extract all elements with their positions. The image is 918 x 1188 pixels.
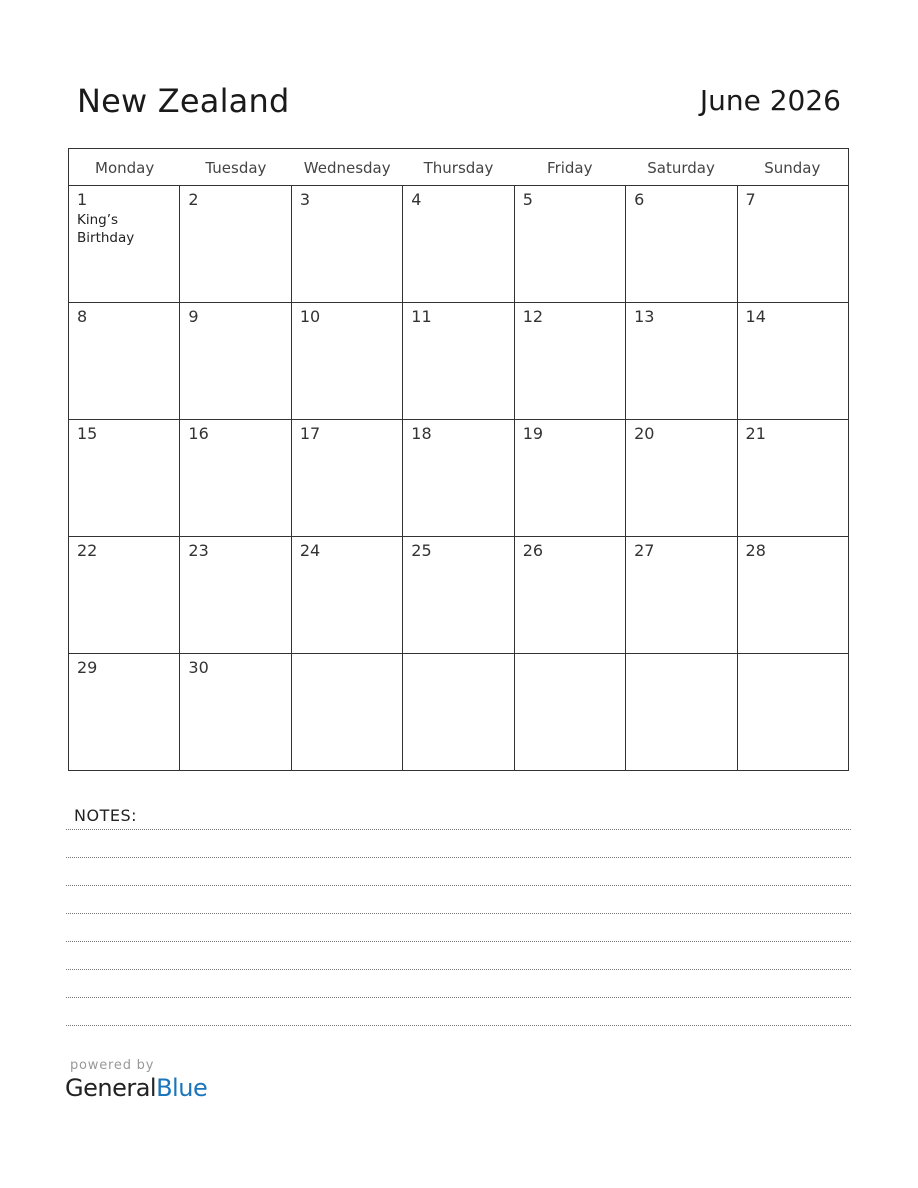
day-number: 5 (522, 190, 533, 209)
day-number: 25 (411, 541, 432, 560)
day-cell (515, 654, 626, 770)
day-cell (626, 186, 737, 302)
weekday-header: Friday (547, 159, 593, 177)
day-cell (515, 420, 626, 536)
day-number: 23 (188, 541, 209, 560)
notes-line (66, 969, 851, 970)
day-cell (292, 186, 403, 302)
notes-line (66, 1025, 851, 1026)
day-number: 19 (522, 424, 544, 443)
day-number: 26 (522, 541, 544, 560)
day-cell (515, 537, 626, 653)
day-cell (403, 654, 514, 770)
day-number: 16 (188, 424, 209, 443)
day-cell (515, 186, 626, 302)
day-cell (738, 537, 848, 653)
calendar-week-row (69, 537, 848, 654)
day-cell (292, 303, 403, 419)
day-number: 10 (299, 307, 321, 326)
calendar-week-row (69, 654, 848, 770)
day-number: 9 (188, 307, 199, 326)
day-number: 24 (299, 541, 321, 560)
day-number: 1 (77, 190, 88, 209)
notes-line (66, 885, 851, 886)
day-cell (180, 420, 291, 536)
day-cell (626, 303, 737, 419)
notes-line (66, 913, 851, 914)
day-number: 29 (77, 658, 98, 677)
calendar-country-title: New Zealand (77, 82, 290, 120)
notes-line (66, 857, 851, 858)
weekday-header: Monday (95, 159, 155, 177)
day-cell (403, 420, 514, 536)
weekday-header: Wednesday (303, 159, 391, 177)
weekday-header-row (69, 149, 848, 186)
day-cell (403, 186, 514, 302)
day-number: 21 (745, 424, 766, 443)
notes-line (66, 941, 851, 942)
day-number: 20 (634, 424, 655, 443)
day-number: 11 (411, 307, 432, 326)
day-cell (292, 420, 403, 536)
day-cell (180, 303, 291, 419)
calendar-week-row (69, 420, 848, 537)
brand-blue: Blue (156, 1074, 208, 1102)
day-cell (180, 537, 291, 653)
day-cell (626, 420, 737, 536)
day-cell (738, 186, 848, 302)
calendar-grid (68, 148, 849, 771)
day-cell (69, 654, 180, 770)
day-number: 12 (522, 307, 544, 326)
day-number: 30 (188, 658, 209, 677)
powered-by-text: powered by (70, 1058, 155, 1073)
notes-line (66, 829, 851, 830)
day-cell (180, 654, 291, 770)
weekday-header: Saturday (647, 159, 715, 177)
day-number: 22 (77, 541, 98, 560)
day-number: 14 (745, 307, 766, 326)
day-number: 8 (77, 307, 88, 326)
day-cell (738, 420, 848, 536)
day-cell (180, 186, 291, 302)
day-number: 15 (77, 424, 98, 443)
weekday-header: Sunday (764, 159, 821, 177)
day-number: 2 (188, 190, 199, 209)
day-number: 13 (634, 307, 655, 326)
day-number: 17 (299, 424, 321, 443)
notes-label: NOTES: (74, 806, 137, 825)
day-cell (626, 654, 737, 770)
day-number: 7 (745, 190, 756, 209)
day-number: 28 (745, 541, 766, 560)
day-cell (69, 537, 180, 653)
day-cell (626, 537, 737, 653)
calendar-month-year: June 2026 (699, 84, 841, 117)
day-cell (69, 303, 180, 419)
calendar-week-row (69, 303, 848, 420)
day-cell (403, 537, 514, 653)
generalblue-logo[interactable] (65, 1074, 207, 1102)
day-cell (738, 654, 848, 770)
notes-line (66, 997, 851, 998)
day-number: 6 (634, 190, 645, 209)
day-number: 3 (299, 190, 311, 209)
brand-general: General (65, 1074, 157, 1102)
day-cell (69, 420, 180, 536)
day-cell (292, 654, 403, 770)
day-number: 4 (411, 190, 422, 209)
calendar-week-row (69, 186, 848, 303)
day-number: 27 (634, 541, 655, 560)
day-cell (738, 303, 848, 419)
weekday-header: Tuesday (205, 159, 267, 177)
weekday-header: Thursday (423, 159, 494, 177)
day-number: 18 (411, 424, 432, 443)
day-cell (515, 303, 626, 419)
holiday-label: King’s Birthday (77, 212, 135, 246)
day-cell (403, 303, 514, 419)
day-cell (69, 186, 180, 302)
day-cell (292, 537, 403, 653)
